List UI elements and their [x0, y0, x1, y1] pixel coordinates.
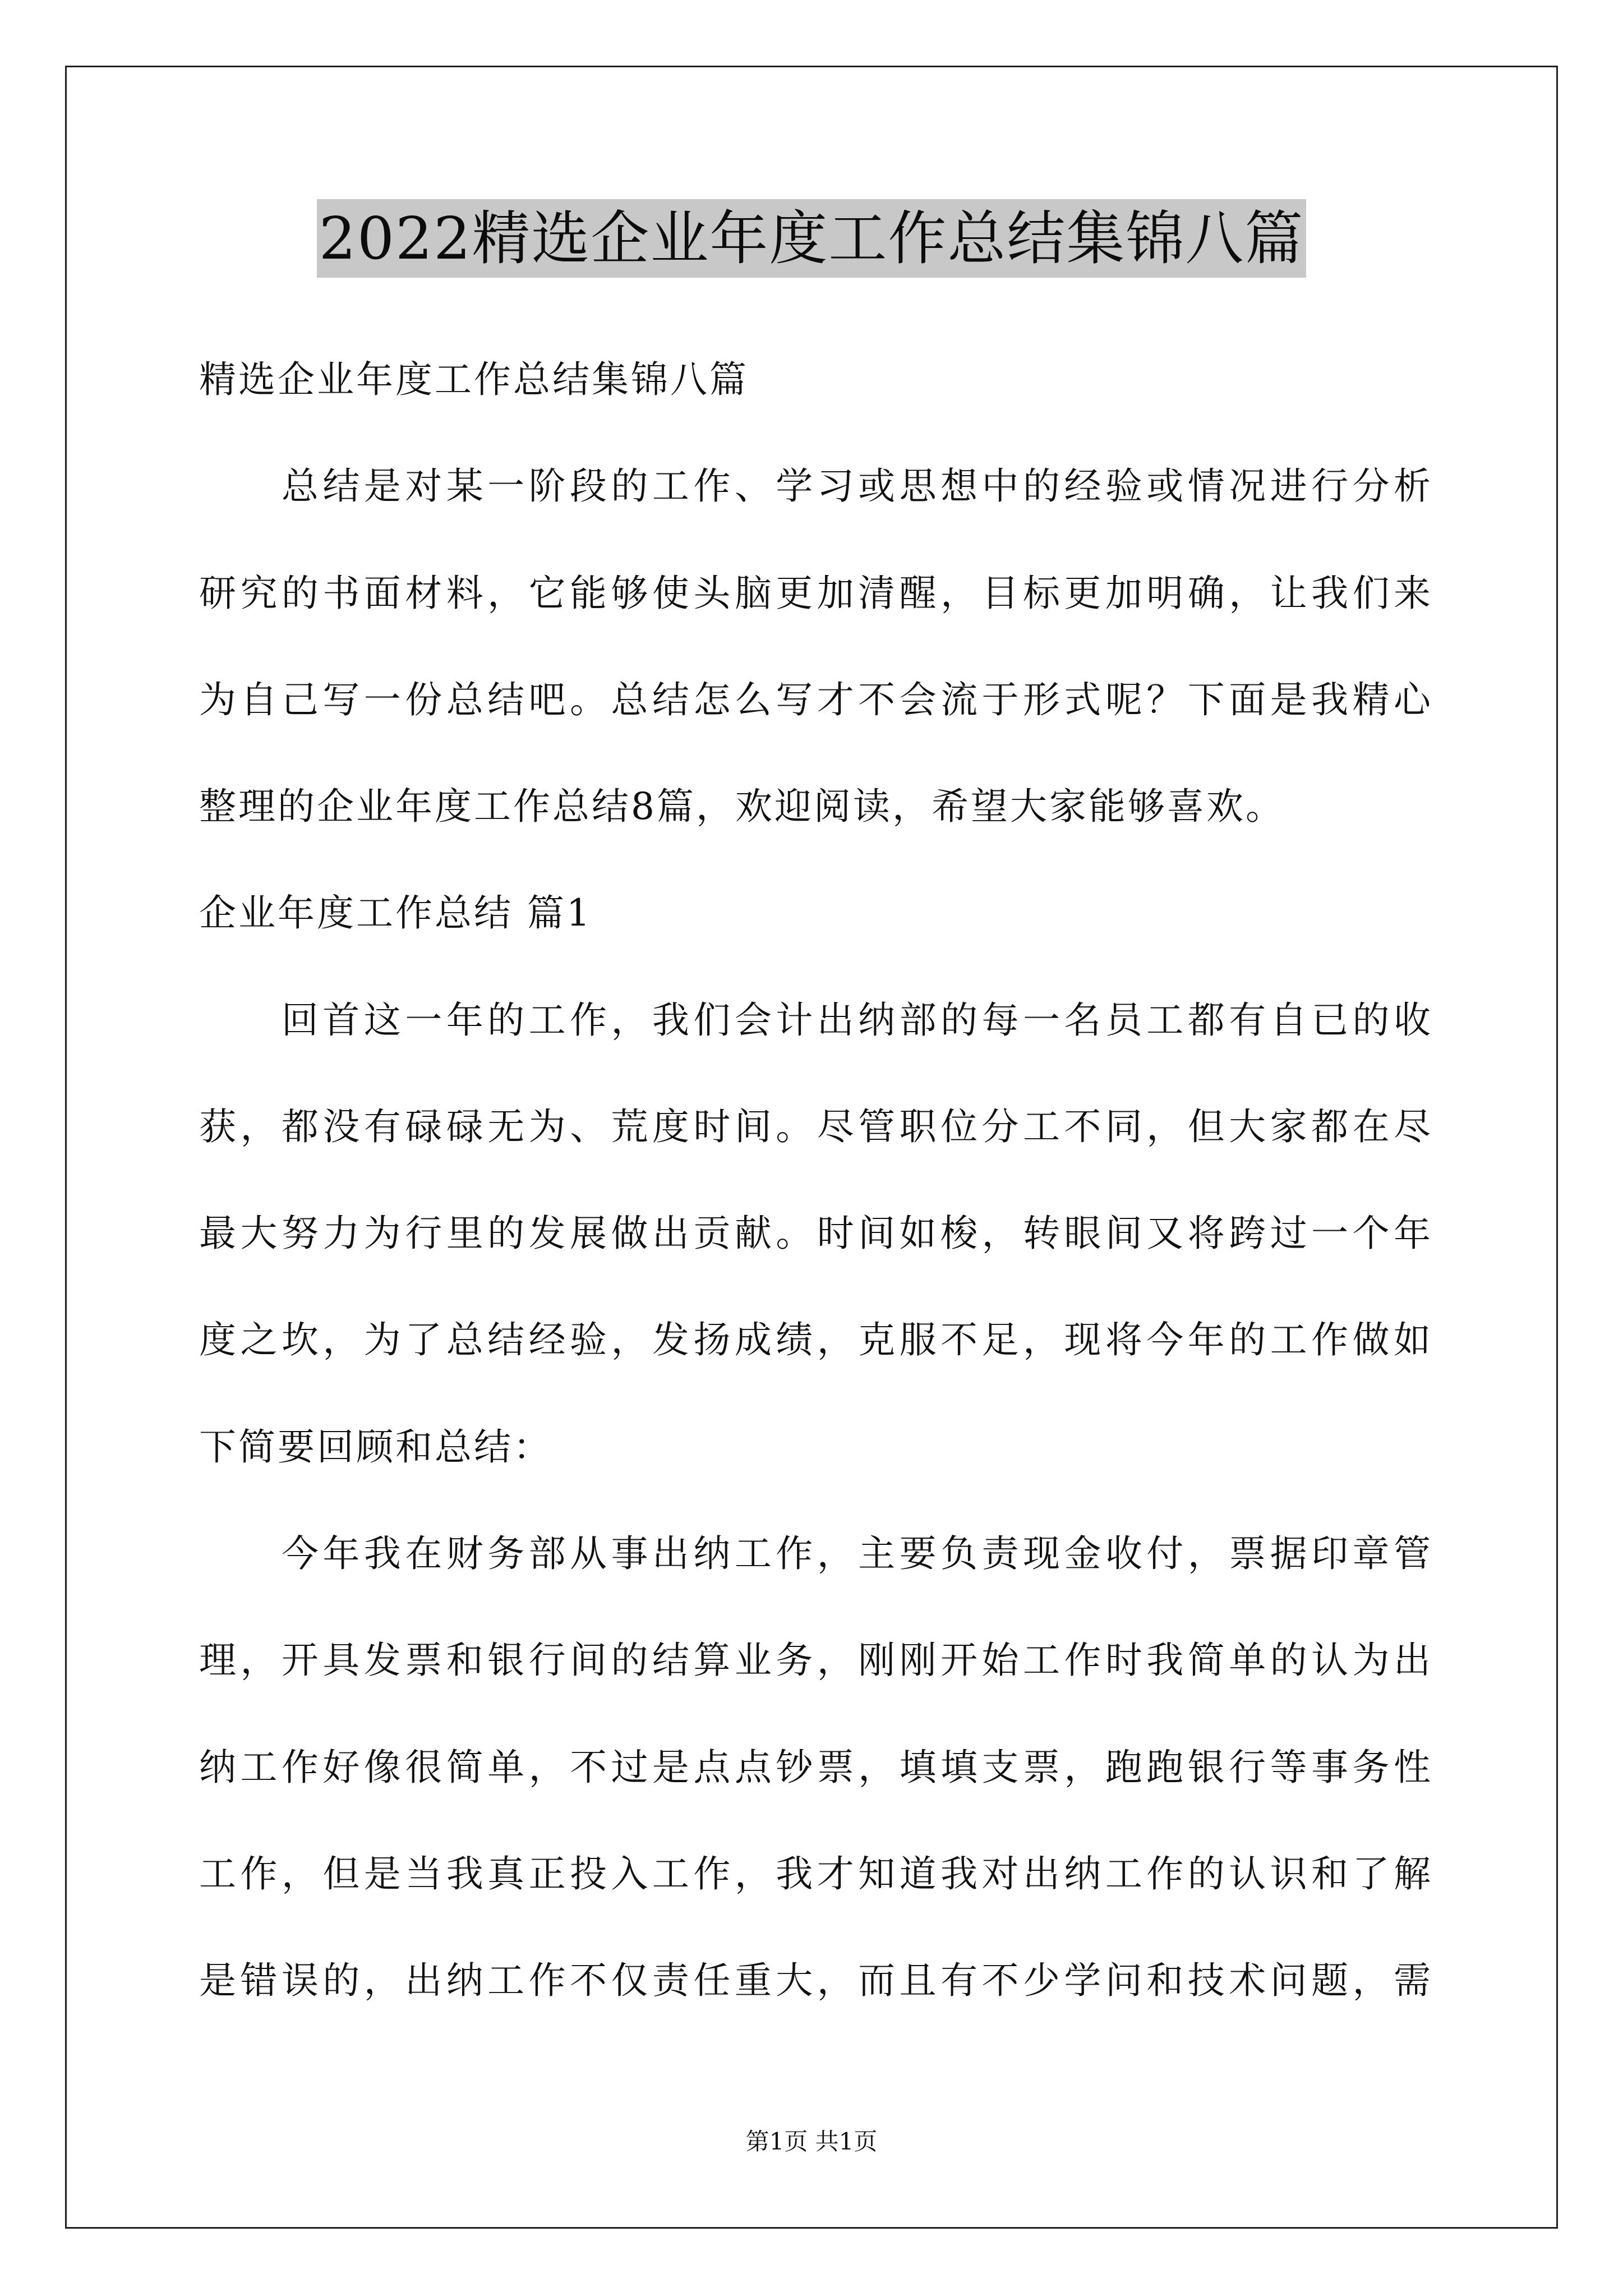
paragraph-line: 纳工作好像很简单，不过是点点钞票，填填支票，跑跑银行等事务性 — [199, 1746, 1433, 1789]
paragraph-line: 工作，但是当我真正投入工作，我才知道我对出纳工作的认识和了解 — [199, 1852, 1433, 1895]
paragraph-line: 是错误的，出纳工作不仅责任重大，而且有不少学问和技术问题，需 — [199, 1959, 1433, 2002]
document-title: 2022精选企业年度工作总结集锦八篇 — [317, 199, 1307, 278]
paragraph-line: 今年我在财务部从事出纳工作，主要负责现金收付，票据印章管 — [199, 1532, 1433, 1575]
paragraph-line: 回首这一年的工作，我们会计出纳部的每一名员工都有自已的收 — [199, 999, 1433, 1042]
paragraph-line: 为自己写一份总结吧。总结怎么写才不会流于形式呢？下面是我精心 — [199, 678, 1433, 721]
subtitle-line: 精选企业年度工作总结集锦八篇 — [199, 358, 749, 401]
paragraph-line: 最大努力为行里的发展做出贡献。时间如梭，转眼间又将跨过一个年 — [199, 1212, 1433, 1255]
paragraph-line: 整理的企业年度工作总结8篇，欢迎阅读，希望大家能够喜欢。 — [199, 785, 1285, 828]
section-heading: 企业年度工作总结 篇1 — [199, 891, 592, 935]
paragraph-line: 下简要回顾和总结： — [199, 1425, 552, 1469]
paragraph-line: 获，都没有碌碌无为、荒度时间。尽管职位分工不同，但大家都在尽 — [199, 1105, 1433, 1148]
title-container — [0, 199, 1623, 278]
paragraph-line: 度之坎，为了总结经验，发扬成绩，克服不足，现将今年的工作做如 — [199, 1318, 1433, 1361]
paragraph-line: 理，开具发票和银行间的结算业务，刚刚开始工作时我简单的认为出 — [199, 1639, 1433, 1682]
paragraph-line: 研究的书面材料，它能够使头脑更加清醒，目标更加明确，让我们来 — [199, 572, 1433, 615]
paragraph-line: 总结是对某一阶段的工作、学习或思想中的经验或情况进行分析 — [199, 464, 1433, 508]
page-footer: 第1页 共1页 — [745, 2128, 878, 2155]
